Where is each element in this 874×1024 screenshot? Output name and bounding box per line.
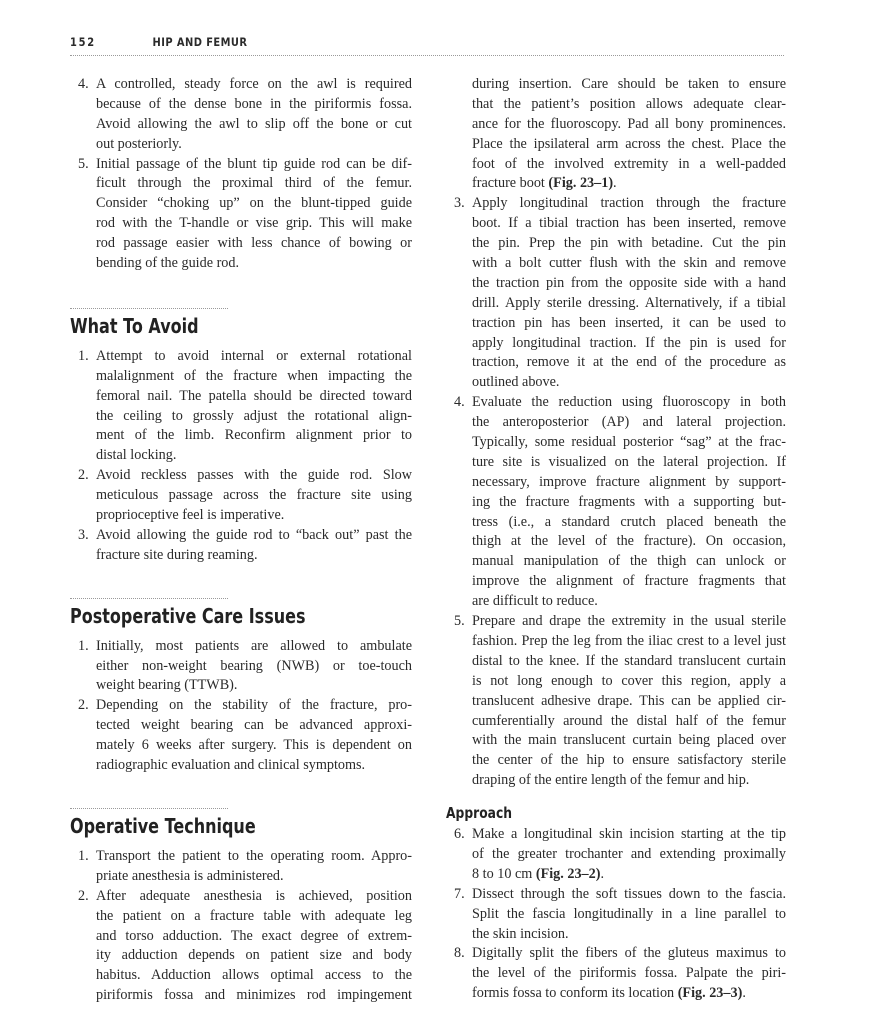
text-line: Initially, most patients are allowed to ambulate (96, 637, 412, 654)
text-line: rod with the T-handle or vise grip. This will make (96, 215, 412, 232)
text-line (472, 984, 786, 1004)
text-line: bending of the guide rod. (96, 255, 240, 272)
item-number: 4. (454, 394, 465, 411)
item-number: 1. (78, 847, 89, 864)
text-line: weight bearing (TTWB). (96, 677, 238, 694)
page-number: 152 (70, 35, 96, 49)
operative-item-5 (446, 612, 786, 791)
text-line: ing the fracture fragments with a supporting but- (472, 493, 786, 510)
text-run: formis fossa to conform its location (472, 985, 678, 1002)
figure-reference[interactable]: (Fig. 23–2) (535, 865, 601, 882)
avoid-item-3 (70, 526, 412, 566)
text-line: Evaluate the reduction using fluoroscopy in both (472, 394, 786, 411)
section-dotted-rule (70, 598, 228, 599)
text-line: Split the fascia longitudinally in a line parallel to (472, 905, 786, 922)
right-column (446, 75, 786, 1004)
item-number: 7. (454, 885, 465, 902)
item-number: 8. (454, 945, 465, 962)
text-run: . (613, 175, 617, 192)
figure-reference[interactable]: (Fig. 23–3) (677, 985, 743, 1002)
item-number: 3. (454, 195, 465, 212)
text-line: is not long enough to cover this region, apply a (472, 672, 786, 689)
text-line: Initial passage of the blunt tip guide rod can be dif- (96, 155, 412, 172)
text-line: manual manipulation of the thigh can unlock or (472, 553, 786, 570)
text-line: with a bolt cutter flush with the skin and remove (472, 255, 786, 272)
text-line: the patient on a fracture table with adequate leg (96, 907, 412, 924)
text-line: necessary, improve fracture alignment by support- (472, 473, 786, 490)
text-line: mately 6 weeks after surgery. This is dependent on (96, 737, 412, 754)
text-line: outlined above. (472, 374, 560, 391)
item-number: 2. (78, 467, 89, 484)
text-line: Avoid allowing the guide rod to “back out” past the (96, 526, 412, 543)
text-line: the ceiling to grossly adjust the rotational align- (96, 407, 412, 424)
text-line: distal to the knee. If the standard translucent curtain (472, 652, 786, 669)
text-line: rod passage easier with less chance of bowing or (96, 235, 412, 252)
text-line: After adequate anesthesia is achieved, position (96, 887, 412, 904)
left-column (70, 75, 412, 1006)
text-line: Avoid allowing the awl to slip off the bone or cut (96, 115, 412, 132)
operative-item-8 (446, 944, 786, 1004)
text-line: cumferentially around the distal half of the femur (472, 712, 786, 729)
text-line: traction pin has been inserted, it can be used to (472, 314, 786, 331)
text-line: apply longitudinal traction. If the pin is used for (472, 334, 786, 351)
text-line: piriformis fossa and minimizes rod impingement (96, 987, 412, 1004)
text-line: fashion. Prep the leg from the iliac crest to a level just (472, 632, 786, 649)
text-line: ity adduction depends on patient size and body (96, 947, 412, 964)
text-line: draping of the entire length of the femur and hip. (472, 772, 750, 789)
text-line: Digitally split the fibers of the gluteus maximus to (472, 945, 786, 962)
text-line: Attempt to avoid internal or external rotational (96, 347, 412, 364)
text-line: Place the ipsilateral arm across the chest. Place the (472, 135, 786, 152)
text-line: because of the dense bone in the piriformis fossa. (96, 95, 412, 112)
item-number: 3. (78, 526, 89, 543)
avoid-item-1 (70, 347, 412, 466)
section-dotted-rule (70, 308, 228, 309)
operative-item-1 (70, 847, 412, 887)
text-line: Transport the patient to the operating room. Appro- (96, 847, 412, 864)
text-line: the level of the piriformis fossa. Palpate the piri- (472, 965, 786, 982)
figure-reference[interactable]: (Fig. 23–1) (548, 175, 614, 192)
operative-item-6 (446, 825, 786, 885)
text-line: out posteriorly. (96, 135, 182, 152)
text-line: Apply longitudinal traction through the fracture (472, 195, 786, 212)
text-line: are difficult to reduce. (472, 593, 598, 610)
operative-item-2 (70, 887, 412, 1006)
text-line: thigh at the level of the fracture). On occasion, (472, 533, 786, 550)
text-line: priate anesthesia is administered. (96, 867, 284, 884)
text-line: Prepare and drape the extremity in the usual sterile (472, 613, 786, 630)
text-line (472, 865, 786, 885)
text-line: translucent adhesive drape. This can be applied cir- (472, 692, 786, 709)
section-title-operative-technique: Operative Technique (70, 813, 256, 838)
item-number: 1. (78, 347, 89, 364)
text-line: the anteroposterior (AP) and lateral projection. (472, 414, 786, 431)
text-line: Typically, some residual posterior “sag” at the frac- (472, 434, 786, 451)
text-line: distal locking. (96, 447, 177, 464)
text-line: that the patient’s position allows adequate clear- (472, 95, 786, 112)
item-number: 1. (78, 637, 89, 654)
running-head (70, 35, 684, 55)
text-line: with the main translucent curtain being placed over (472, 732, 786, 749)
text-line: ture site is visualized on the lateral projection. If (472, 453, 786, 470)
text-line: of the greater trochanter and extending proximally (472, 845, 786, 862)
section-title-what-to-avoid: What To Avoid (70, 313, 199, 338)
text-line: either non-weight bearing (NWB) or toe-touch (96, 657, 412, 674)
subsection-title-approach: Approach (446, 804, 512, 823)
item-number: 5. (78, 155, 89, 172)
text-line: fracture site during reaming. (96, 546, 258, 563)
text-line: proprioceptive feel is imperative. (96, 507, 285, 524)
operative-item-7 (446, 885, 786, 945)
text-run: fracture boot (472, 175, 549, 192)
list-item-4 (70, 75, 412, 155)
text-line: the pin. Prep the pin with betadine. Cut the pin (472, 235, 786, 252)
text-line: ficult through the proximal third of the femur. (96, 175, 412, 192)
item-number: 5. (454, 613, 465, 630)
text-line: and torso adduction. The exact degree of extrem- (96, 927, 412, 944)
text-line: meticulous passage across the fracture site using (96, 487, 412, 504)
text-line: ment of the limb. Reconfirm alignment prior to (96, 427, 412, 444)
operative-item-3 (446, 194, 786, 393)
section-dotted-rule (70, 808, 228, 809)
text-line: Depending on the stability of the fracture, pro- (96, 697, 412, 714)
text-line: improve the alignment of fracture fragments that (472, 573, 786, 590)
text-line: A controlled, steady force on the awl is required (96, 76, 412, 92)
text-run: . (600, 865, 605, 882)
item-number: 2. (78, 887, 89, 904)
text-line: tected weight bearing can be advanced approxi- (96, 717, 412, 734)
text-line: Avoid reckless passes with the guide rod. Slow (96, 467, 412, 484)
item-number: 2. (78, 697, 89, 714)
text-line: radiographic evaluation and clinical symptoms. (96, 757, 366, 774)
text-line: malalignment of the fracture when impacting the (96, 367, 412, 384)
section-title-postoperative-care: Postoperative Care Issues (70, 603, 306, 628)
operative-item-2-continued (446, 75, 786, 194)
postop-item-1 (70, 637, 412, 697)
text-line: the skin incision. (472, 925, 569, 942)
text-line: the traction pin from the opposite side with a hand (472, 274, 786, 291)
text-line: Dissect through the soft tissues down to the fascia. (472, 885, 786, 902)
text-run: . (742, 985, 746, 1002)
text-line: Make a longitudinal skin incision starting at the tip (472, 826, 786, 843)
postop-item-2 (70, 696, 412, 776)
text-line: drill. Apply sterile dressing. Alternatively, if a tibial (472, 294, 786, 311)
header-dotted-rule (70, 55, 784, 56)
text-line: foot of the involved extremity in a well-padded (472, 155, 786, 172)
item-number: 4. (78, 76, 89, 92)
avoid-item-2 (70, 466, 412, 526)
operative-item-4 (446, 393, 786, 612)
text-line: boot. If a tibial traction has been inserted, remove (472, 215, 786, 232)
list-item-5 (70, 155, 412, 274)
text-line: femoral nail. The patella should be directed toward (96, 387, 412, 404)
chapter-title: HIP AND FEMUR (152, 35, 248, 49)
text-line: tress (i.e., a standard crutch placed beneath the (472, 513, 786, 530)
text-line: ance for the fluoroscopy. Pad all bony prominences. (472, 115, 786, 132)
text-line: Consider “choking up” on the blunt-tipped guide (96, 195, 412, 212)
text-line: habitus. Adduction allows optimal access to the (96, 967, 412, 984)
text-line: the center of the hip to ensure satisfactory sterile (472, 752, 786, 769)
text-line (472, 174, 786, 194)
text-run: 8 to 10 cm (472, 865, 536, 882)
item-number: 6. (454, 826, 465, 843)
text-line: traction, remove it at the end of the procedure as (472, 354, 786, 371)
text-line: during insertion. Care should be taken to ensure (472, 76, 786, 92)
